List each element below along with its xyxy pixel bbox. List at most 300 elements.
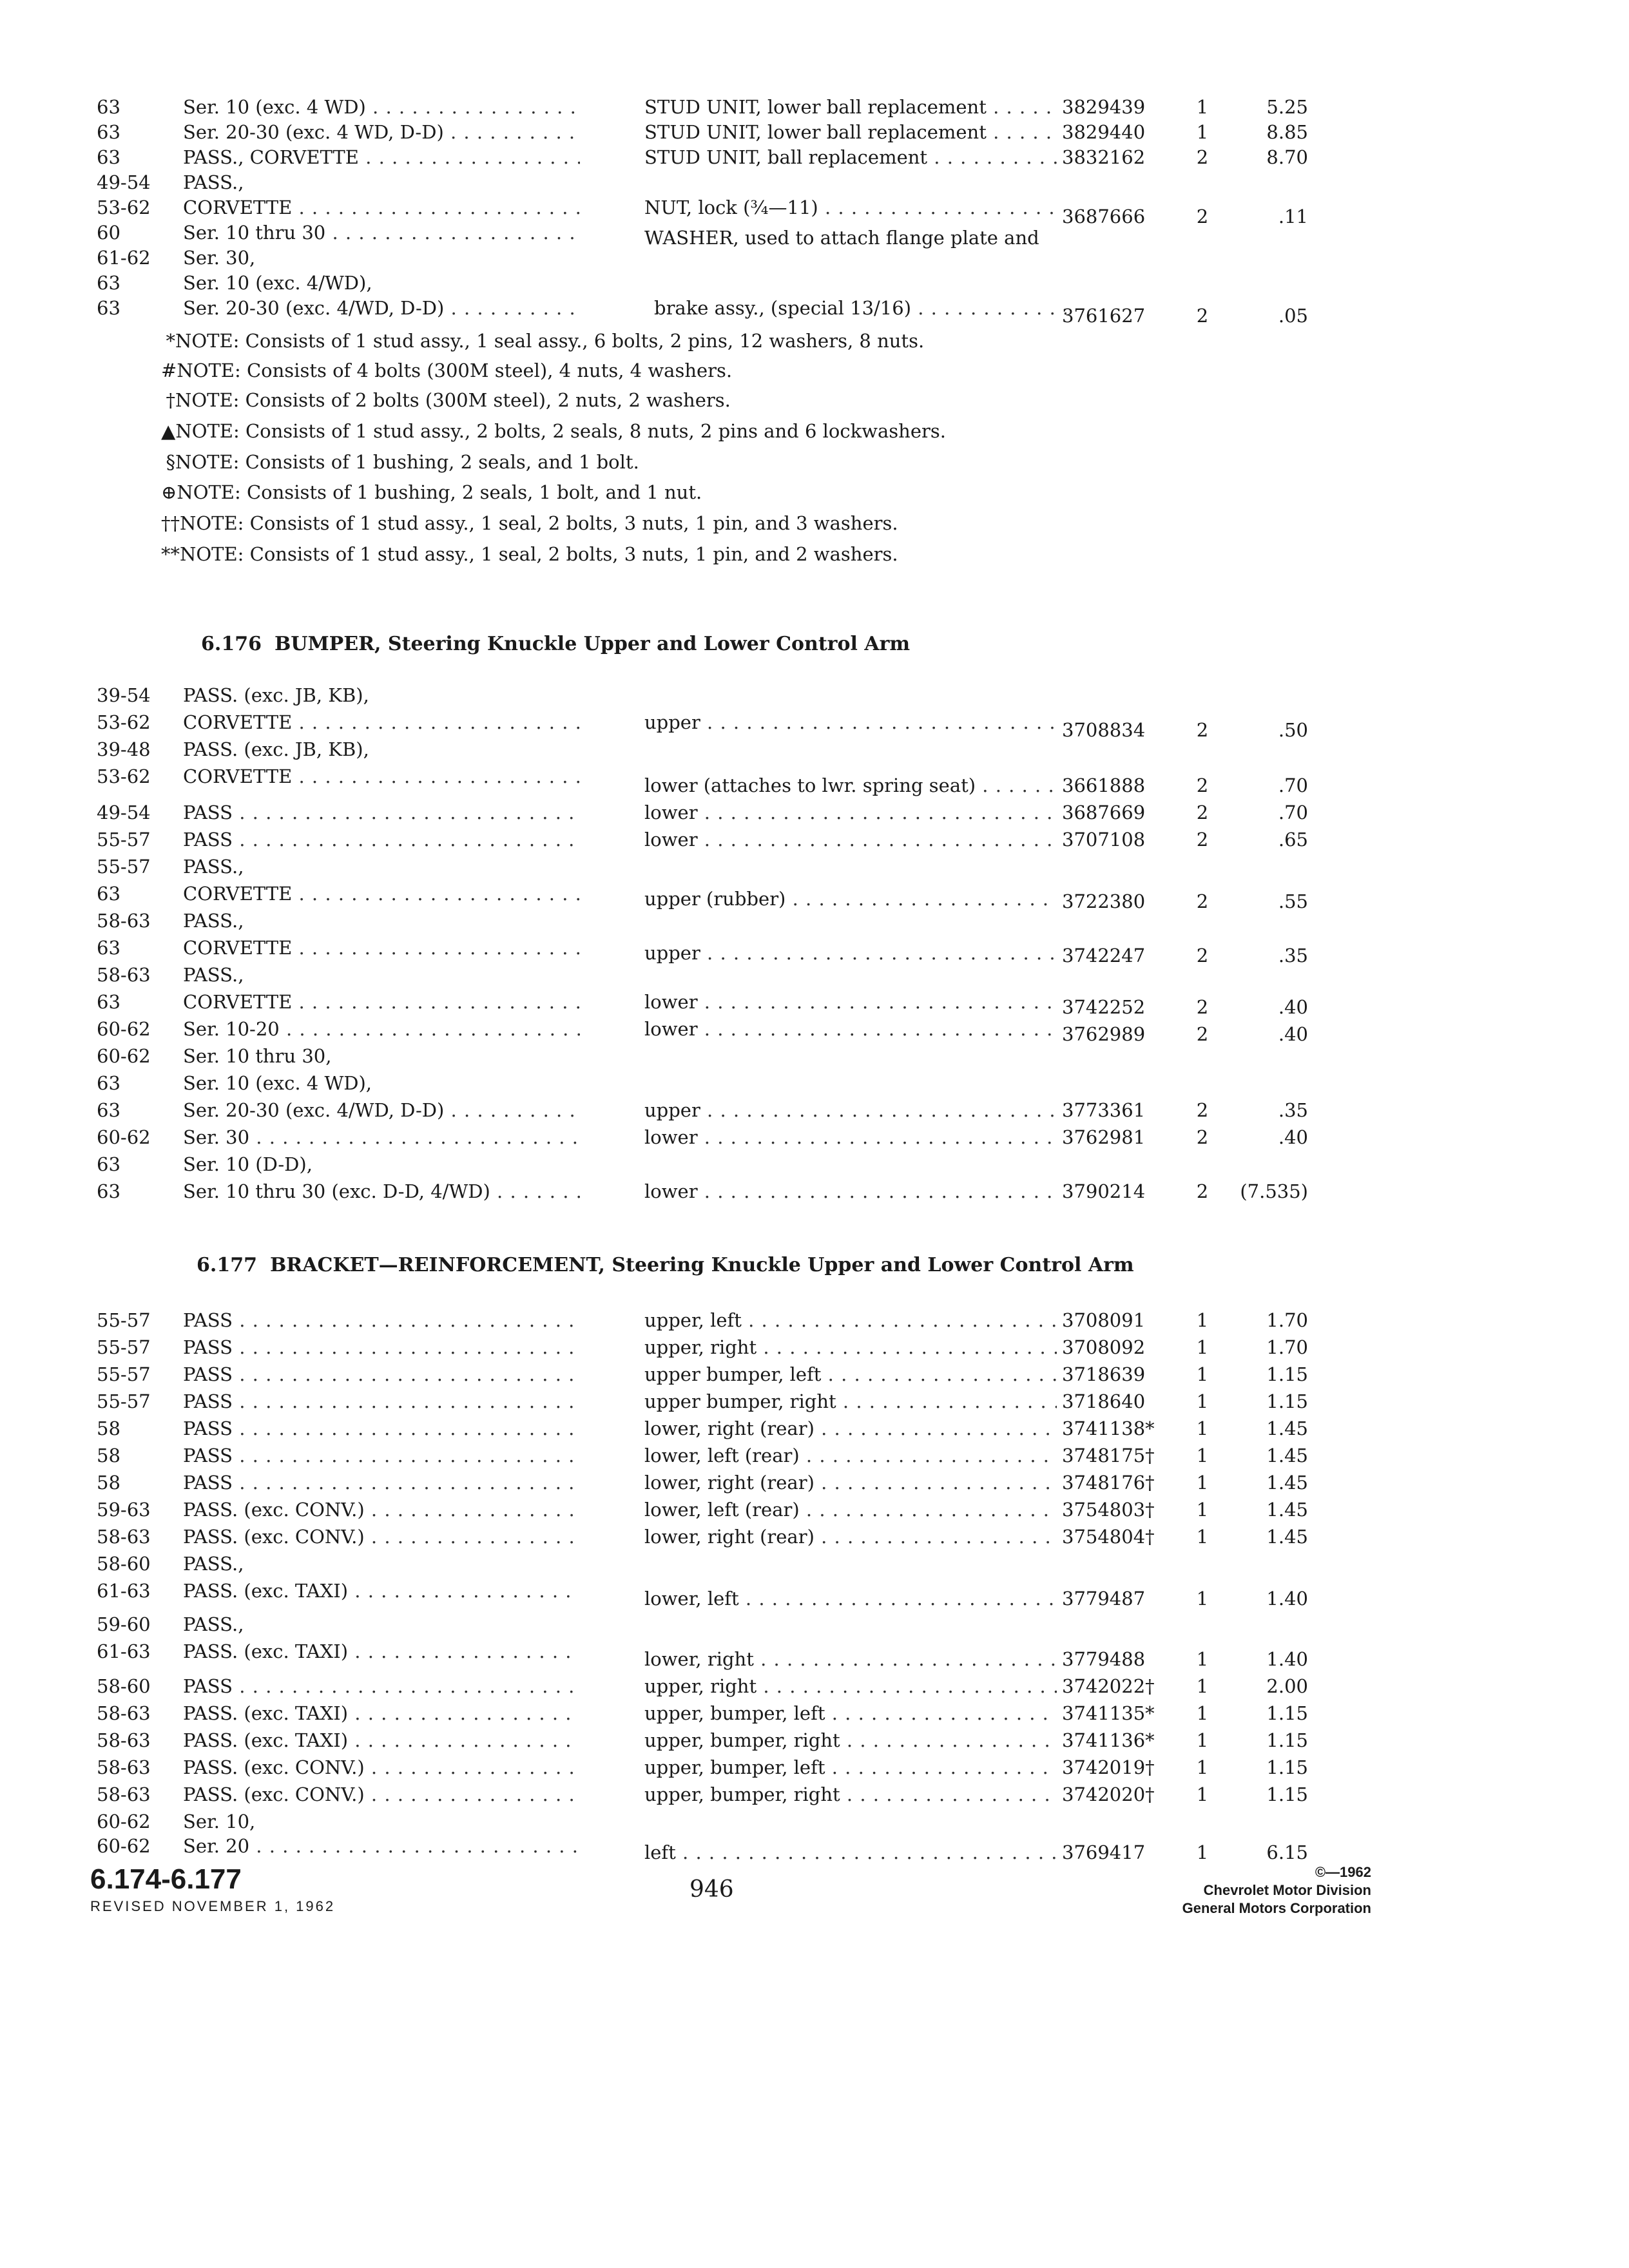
year-cell: 60-62 [97, 1811, 151, 1832]
year-cell: 61-63 [97, 1640, 151, 1662]
model-cell: PASS. (exc. TAXI) . . . [183, 1577, 580, 1604]
table-row [0, 853, 1629, 880]
part-number-cell: 3742020† [1062, 1783, 1155, 1805]
price-cell: 1.15 [1266, 1363, 1308, 1385]
quantity-cell: 1 [1196, 1841, 1209, 1863]
model-cell: PASS . . . [183, 1415, 580, 1442]
model-cell: PASS. (exc. CONV.) . . . [183, 1781, 580, 1808]
description-cell: upper, right . . . [644, 1334, 1057, 1361]
price-cell: 1.45 [1266, 1445, 1308, 1466]
year-cell: 55-57 [97, 1336, 151, 1358]
footnote-mark: * [166, 330, 175, 352]
table-row [0, 826, 1629, 853]
description-cell: upper bumper, right . . . [644, 1388, 1057, 1415]
table-row [0, 1442, 1629, 1469]
part-number-cell: 3762981 [1062, 1126, 1146, 1148]
price-cell: .35 [1278, 1099, 1308, 1121]
year-cell: 63 [97, 1180, 120, 1202]
table-row [0, 1611, 1629, 1638]
table-row [0, 1097, 1629, 1124]
footnote-mark: § [166, 451, 175, 473]
footnote-text: NOTE: Consists of 1 stud assy., 1 seal, 2 bolts, 3 nuts, 1 pin, and 2 washers. [180, 543, 898, 565]
model-cell: Ser. 30, [183, 247, 256, 269]
model-cell: CORVETTE . . . [183, 934, 580, 961]
table-row [0, 1361, 1629, 1388]
price-cell: 5.25 [1266, 96, 1308, 118]
quantity-cell: 2 [1196, 206, 1209, 227]
part-number-cell: 3754804† [1062, 1526, 1155, 1548]
year-cell: 63 [97, 297, 120, 319]
model-cell: PASS. (exc. CONV.) . . . [183, 1523, 580, 1550]
quantity-cell: 2 [1196, 945, 1209, 966]
year-cell: 63 [97, 937, 120, 959]
description-cell: lower . . . [644, 799, 1057, 826]
model-cell: CORVETTE . . . [183, 194, 580, 221]
model-cell: Ser. 10 (exc. 4 WD), [183, 1072, 372, 1094]
description-cell: lower . . . [644, 988, 1057, 1015]
price-cell: .50 [1278, 719, 1308, 741]
description-cell: lower, left . . . [644, 1585, 1057, 1612]
model-cell: PASS. (exc. TAXI) . . . [183, 1638, 580, 1665]
model-cell: PASS. (exc. CONV.) . . . [183, 1496, 580, 1523]
footnote [161, 418, 1128, 445]
table-row [0, 1550, 1629, 1577]
model-cell: Ser. 10 thru 30, [183, 1045, 332, 1067]
table-row [0, 1700, 1629, 1727]
description-cell: lower . . . [644, 826, 1057, 853]
table-row [0, 1043, 1629, 1070]
year-cell: 55-57 [97, 856, 151, 878]
section-number: 6.176 [201, 633, 262, 655]
footnote-text: NOTE: Consists of 1 bushing, 2 seals, 1 bolt, and 1 nut. [177, 481, 702, 503]
quantity-cell: 2 [1196, 1180, 1209, 1202]
quantity-cell: 2 [1196, 890, 1209, 912]
description-cell: lower, left (rear) . . . [644, 1496, 1057, 1523]
table-row [0, 934, 1629, 966]
model-cell: PASS . . . [183, 826, 580, 853]
table-row [0, 1808, 1629, 1835]
description-cell: lower . . . [644, 1124, 1057, 1151]
footnote [161, 387, 1128, 414]
footnote-text: NOTE: Consists of 1 stud assy., 1 seal assy., 6 bolts, 2 pins, 12 washers, 8 nuts. [175, 330, 925, 352]
model-cell: PASS . . . [183, 1334, 580, 1361]
price-cell: .05 [1278, 305, 1308, 327]
quantity-cell: 1 [1196, 1390, 1209, 1412]
model-cell: CORVETTE . . . [183, 988, 580, 1015]
part-number-cell: 3742022† [1062, 1675, 1155, 1697]
part-number-cell: 3742019† [1062, 1756, 1155, 1778]
model-cell: Ser. 10 (D-D), [183, 1153, 313, 1175]
section-number: 6.177 [197, 1254, 257, 1276]
year-cell: 61-63 [97, 1580, 151, 1602]
year-cell: 39-54 [97, 684, 151, 706]
part-number-cell: 3832162 [1062, 146, 1146, 168]
price-cell: 1.45 [1266, 1418, 1308, 1439]
price-cell: 1.15 [1266, 1756, 1308, 1778]
table-row [0, 799, 1629, 826]
footnote-mark: ▲ [161, 420, 176, 442]
year-cell: 53-62 [97, 765, 151, 787]
year-cell: 63 [97, 1072, 120, 1094]
model-cell: PASS. (exc. TAXI) . . . [183, 1700, 580, 1727]
model-cell: PASS . . . [183, 1673, 580, 1700]
description-cell: STUD UNIT, ball replacement . . . [644, 144, 1057, 171]
table-row [0, 1334, 1629, 1361]
table-row [0, 1638, 1629, 1670]
price-cell: 1.70 [1266, 1309, 1308, 1331]
price-cell: .65 [1278, 829, 1308, 850]
part-number-cell: 3742252 [1062, 996, 1146, 1018]
table-row [0, 93, 1629, 120]
description-cell: STUD UNIT, lower ball replacement . . . [644, 93, 1057, 120]
table-row [0, 1124, 1629, 1151]
price-cell: .40 [1278, 1126, 1308, 1148]
part-number-cell: 3722380 [1062, 890, 1146, 912]
quantity-cell: 1 [1196, 1526, 1209, 1548]
year-cell: 58-63 [97, 1729, 151, 1751]
table-row [0, 1754, 1629, 1781]
table-row [0, 682, 1629, 709]
description-cell: lower (attaches to lwr. spring seat) . . . [644, 772, 1057, 799]
part-number-cell: 3790214 [1062, 1180, 1146, 1202]
year-cell: 63 [97, 1153, 120, 1175]
description-cell: STUD UNIT, lower ball replacement . . . [644, 119, 1057, 146]
year-cell: 58-63 [97, 1526, 151, 1548]
section-heading [201, 630, 910, 658]
price-cell: 1.45 [1266, 1499, 1308, 1521]
price-cell: 1.15 [1266, 1702, 1308, 1724]
footnote-text: NOTE: Consists of 1 stud assy., 1 seal, 2 bolts, 3 nuts, 1 pin, and 3 washers. [180, 512, 898, 534]
table-row [0, 1178, 1629, 1205]
description-cell: upper . . . [644, 1097, 1057, 1124]
price-cell: .40 [1278, 1023, 1308, 1045]
description-cell: upper (rubber) . . . [644, 885, 1057, 912]
quantity-cell: 2 [1196, 1126, 1209, 1148]
year-cell: 55-57 [97, 1363, 151, 1385]
table-row [0, 144, 1629, 171]
model-cell: Ser. 10 (exc. 4 WD) . . . [183, 93, 580, 120]
year-cell: 63 [97, 96, 120, 118]
model-cell: Ser. 10 thru 30 . . . [183, 219, 580, 246]
footnote [161, 510, 1128, 537]
description-cell: WASHER, used to attach flange plate and [644, 227, 1039, 249]
price-cell: 1.45 [1266, 1526, 1308, 1548]
part-number-cell: 3761627 [1062, 305, 1146, 327]
year-cell: 55-57 [97, 1309, 151, 1331]
footnote-text: NOTE: Consists of 2 bolts (300M steel), 2 nuts, 2 washers. [175, 389, 731, 411]
table-row [0, 1015, 1629, 1043]
part-number-cell: 3708092 [1062, 1336, 1146, 1358]
price-cell: .35 [1278, 945, 1308, 966]
quantity-cell: 1 [1196, 1499, 1209, 1521]
table-row [0, 169, 1629, 196]
part-number-cell: 3707108 [1062, 829, 1146, 850]
part-number-cell: 3741136* [1062, 1729, 1155, 1751]
model-cell: PASS., [183, 1613, 244, 1635]
model-cell: PASS . . . [183, 1307, 580, 1334]
quantity-cell: 1 [1196, 1309, 1209, 1331]
description-cell: lower . . . [644, 1015, 1057, 1043]
table-row [0, 961, 1629, 988]
description-cell: upper, bumper, left . . . [644, 1754, 1057, 1781]
footnote [161, 357, 1128, 384]
page-footer-left [90, 1863, 335, 1917]
part-number-cell: 3708091 [1062, 1309, 1146, 1331]
year-cell: 55-57 [97, 1390, 151, 1412]
quantity-cell: 1 [1196, 1648, 1209, 1670]
year-cell: 58-63 [97, 910, 151, 932]
model-cell: PASS., [183, 171, 244, 193]
quantity-cell: 2 [1196, 305, 1209, 327]
model-cell: Ser. 10 thru 30 (exc. D-D, 4/WD) . . . [183, 1178, 580, 1205]
description-cell: upper, bumper, right . . . [644, 1727, 1057, 1754]
model-cell: Ser. 10, [183, 1811, 256, 1832]
part-number-cell: 3741138* [1062, 1418, 1155, 1439]
model-cell: Ser. 20-30 (exc. 4/WD, D-D) . . . [183, 294, 580, 322]
page-number: 946 [689, 1876, 734, 1903]
model-cell: Ser. 20 . . . [183, 1832, 580, 1860]
revision-date: REVISED NOVEMBER 1, 1962 [90, 1898, 336, 1914]
description-cell: lower, right . . . [644, 1646, 1057, 1673]
part-number-cell: 3762989 [1062, 1023, 1146, 1045]
year-cell: 58-60 [97, 1675, 151, 1697]
price-cell: 1.70 [1266, 1336, 1308, 1358]
price-cell: .70 [1278, 774, 1308, 796]
section-heading [197, 1251, 1134, 1280]
part-number-cell: 3773361 [1062, 1099, 1146, 1121]
year-cell: 58 [97, 1445, 120, 1466]
part-number-cell: 3779487 [1062, 1588, 1146, 1610]
division-name: Chevrolet Motor Division [1203, 1882, 1371, 1898]
footnote [161, 541, 1128, 568]
section-range: 6.174-6.177 [90, 1863, 242, 1895]
year-cell: 60-62 [97, 1045, 151, 1067]
model-cell: CORVETTE . . . [183, 709, 580, 736]
quantity-cell: 2 [1196, 996, 1209, 1018]
part-number-cell: 3718639 [1062, 1363, 1146, 1385]
footnote-mark: †† [161, 512, 180, 534]
year-cell: 63 [97, 1099, 120, 1121]
quantity-cell: 2 [1196, 802, 1209, 823]
quantity-cell: 1 [1196, 1363, 1209, 1385]
year-cell: 60-62 [97, 1018, 151, 1040]
description-cell: lower, right (rear) . . . [644, 1415, 1057, 1442]
part-number-cell: 3741135* [1062, 1702, 1155, 1724]
year-cell: 63 [97, 146, 120, 168]
description-cell: upper . . . [644, 939, 1057, 966]
quantity-cell: 2 [1196, 719, 1209, 741]
year-cell: 49-54 [97, 171, 151, 193]
footnote-text: NOTE: Consists of 4 bolts (300M steel), 4 nuts, 4 washers. [177, 360, 733, 381]
table-row [0, 1307, 1629, 1334]
table-row [0, 988, 1629, 1018]
quantity-cell: 1 [1196, 1445, 1209, 1466]
quantity-cell: 2 [1196, 146, 1209, 168]
table-row [0, 709, 1629, 741]
price-cell: (7.535) [1240, 1180, 1308, 1202]
quantity-cell: 2 [1196, 774, 1209, 796]
model-cell: PASS . . . [183, 1361, 580, 1388]
year-cell: 63 [97, 991, 120, 1013]
part-number-cell: 3829440 [1062, 121, 1146, 143]
table-row [0, 269, 1629, 296]
year-cell: 58-63 [97, 1756, 151, 1778]
footnote-mark: ** [161, 543, 180, 565]
year-cell: 59-63 [97, 1499, 151, 1521]
year-cell: 63 [97, 883, 120, 905]
part-number-cell: 3748176† [1062, 1472, 1155, 1494]
year-cell: 61-62 [97, 247, 151, 269]
table-row [0, 119, 1629, 146]
part-number-cell: 3769417 [1062, 1841, 1146, 1863]
part-number-cell: 3779488 [1062, 1648, 1146, 1670]
quantity-cell: 1 [1196, 1472, 1209, 1494]
price-cell: .55 [1278, 890, 1308, 912]
table-row [0, 1523, 1629, 1550]
model-cell: CORVETTE . . . [183, 880, 580, 907]
year-cell: 58-63 [97, 1783, 151, 1805]
year-cell: 39-48 [97, 738, 151, 760]
part-number-cell: 3661888 [1062, 774, 1146, 796]
quantity-cell: 2 [1196, 829, 1209, 850]
price-cell: 1.45 [1266, 1472, 1308, 1494]
description-cell: upper . . . [644, 709, 1057, 736]
price-cell: 2.00 [1266, 1675, 1308, 1697]
price-cell: 6.15 [1266, 1841, 1308, 1863]
quantity-cell: 1 [1196, 96, 1209, 118]
footnote-mark: # [161, 360, 177, 381]
description-cell: NUT, lock (¾—11) . . . [644, 194, 1057, 221]
description-cell: left . . . [644, 1839, 1057, 1866]
year-cell: 63 [97, 121, 120, 143]
model-cell: Ser. 20-30 (exc. 4/WD, D-D) . . . [183, 1097, 580, 1124]
model-cell: CORVETTE . . . [183, 763, 580, 790]
model-cell: Ser. 20-30 (exc. 4 WD, D-D) . . . [183, 119, 580, 146]
table-row [0, 1832, 1629, 1863]
year-cell: 58-60 [97, 1553, 151, 1575]
model-cell: PASS. (exc. JB, KB), [183, 738, 369, 760]
price-cell: 1.15 [1266, 1783, 1308, 1805]
price-cell: 8.85 [1266, 121, 1308, 143]
part-number-cell: 3687669 [1062, 802, 1146, 823]
description-cell: upper, bumper, right . . . [644, 1781, 1057, 1808]
footnote-mark: † [166, 389, 175, 411]
description-cell: lower, right (rear) . . . [644, 1523, 1057, 1550]
part-number-cell: 3748175† [1062, 1445, 1155, 1466]
part-number-cell: 3754803† [1062, 1499, 1155, 1521]
description-cell: lower, right (rear) . . . [644, 1469, 1057, 1496]
table-row [0, 880, 1629, 912]
quantity-cell: 2 [1196, 1099, 1209, 1121]
table-row [0, 244, 1629, 271]
price-cell: 1.40 [1266, 1648, 1308, 1670]
year-cell: 60 [97, 222, 120, 244]
model-cell: PASS., CORVETTE . . . [183, 144, 580, 171]
table-row [0, 1070, 1629, 1097]
year-cell: 58 [97, 1472, 120, 1494]
year-cell: 63 [97, 272, 120, 294]
description-cell: lower . . . [644, 1178, 1057, 1205]
part-number-cell: 3829439 [1062, 96, 1146, 118]
section-title: BRACKET—REINFORCEMENT, Steering Knuckle Upper and Lower Control Arm [269, 1254, 1134, 1276]
copyright: ©—1962 [1315, 1864, 1371, 1880]
footnote-text: NOTE: Consists of 1 bushing, 2 seals, and 1 bolt. [175, 451, 639, 473]
part-number-cell: 3708834 [1062, 719, 1146, 741]
price-cell: 1.15 [1266, 1729, 1308, 1751]
price-cell: 1.40 [1266, 1588, 1308, 1610]
description-cell: lower, left (rear) . . . [644, 1442, 1057, 1469]
footnote [161, 479, 1128, 506]
description-cell: upper, left . . . [644, 1307, 1057, 1334]
price-cell: .11 [1278, 206, 1308, 227]
footnote-mark: ⊕ [161, 481, 177, 503]
model-cell: PASS., [183, 964, 244, 986]
page-footer-right [1182, 1863, 1371, 1917]
quantity-cell: 1 [1196, 121, 1209, 143]
year-cell: 55-57 [97, 829, 151, 850]
quantity-cell: 1 [1196, 1702, 1209, 1724]
quantity-cell: 2 [1196, 1023, 1209, 1045]
year-cell: 60-62 [97, 1835, 151, 1857]
year-cell: 58-63 [97, 1702, 151, 1724]
price-cell: 1.15 [1266, 1390, 1308, 1412]
model-cell: Ser. 10 (exc. 4/WD), [183, 272, 372, 294]
model-cell: Ser. 30 . . . [183, 1124, 580, 1151]
price-cell: .70 [1278, 802, 1308, 823]
year-cell: 49-54 [97, 802, 151, 823]
description-cell: upper, right . . . [644, 1673, 1057, 1700]
price-cell: 8.70 [1266, 146, 1308, 168]
table-row [0, 1673, 1629, 1700]
part-number-cell: 3687666 [1062, 206, 1146, 227]
footnote [161, 448, 1128, 476]
table-row [0, 1727, 1629, 1754]
quantity-cell: 1 [1196, 1675, 1209, 1697]
table-row [0, 1781, 1629, 1808]
quantity-cell: 1 [1196, 1783, 1209, 1805]
corporation-name: General Motors Corporation [1182, 1900, 1371, 1916]
model-cell: PASS . . . [183, 799, 580, 826]
table-row [0, 1469, 1629, 1496]
table-row [0, 763, 1629, 796]
year-cell: 60-62 [97, 1126, 151, 1148]
table-row [0, 1415, 1629, 1442]
table-row [0, 1496, 1629, 1523]
year-cell: 53-62 [97, 711, 151, 733]
quantity-cell: 1 [1196, 1418, 1209, 1439]
table-row [0, 194, 1629, 227]
model-cell: PASS., [183, 910, 244, 932]
table-row [0, 907, 1629, 934]
model-cell: PASS. (exc. JB, KB), [183, 684, 369, 706]
model-cell: PASS., [183, 1553, 244, 1575]
table-row [0, 1151, 1629, 1178]
year-cell: 59-60 [97, 1613, 151, 1635]
section-title: BUMPER, Steering Knuckle Upper and Lower Control Arm [274, 633, 911, 655]
footnote [161, 327, 1128, 354]
model-cell: PASS . . . [183, 1388, 580, 1415]
table-row [0, 1388, 1629, 1415]
year-cell: 53-62 [97, 197, 151, 218]
price-cell: .40 [1278, 996, 1308, 1018]
table-row [0, 736, 1629, 763]
description-cell: upper, bumper, left . . . [644, 1700, 1057, 1727]
quantity-cell: 1 [1196, 1588, 1209, 1610]
part-number-cell: 3742247 [1062, 945, 1146, 966]
footnote-text: NOTE: Consists of 1 stud assy., 2 bolts, 2 seals, 8 nuts, 2 pins and 6 lockwashers. [175, 420, 946, 442]
model-cell: PASS . . . [183, 1469, 580, 1496]
table-row [0, 1577, 1629, 1610]
